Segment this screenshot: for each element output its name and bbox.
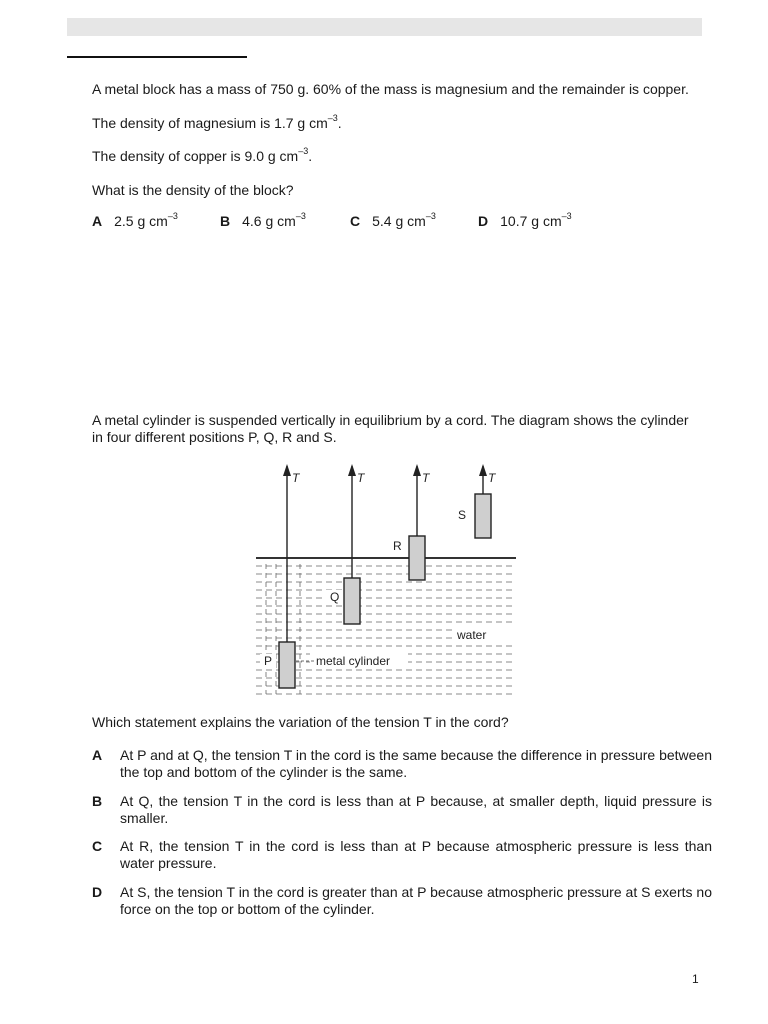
header-bar (67, 18, 702, 36)
cylinder-label: metal cylinder (316, 654, 391, 668)
q2-option-d: D At S, the tension T in the cord is greater than at P because atmospheric pressure at S exerts no force on the top or bottom of the cylinder. (92, 884, 712, 917)
q2-option-c: C At R, the tension T in the cord is less than at P because atmospheric pressure is less than water pressure. (92, 838, 712, 871)
cylinder-r (409, 536, 425, 580)
tension-label-q: T (357, 471, 365, 485)
arrow-s (479, 464, 487, 476)
q2-question: Which statement explains the variation of the tension T in the cord? (92, 714, 509, 730)
water-label: water (457, 628, 487, 642)
cylinder-p (279, 642, 295, 688)
q1-option-b: B 4.6 g $cm^{-3}$ (220, 211, 306, 229)
q1-density-magnesium: The density of magnesium is 1.7 g $cm^{-3}$. (92, 113, 342, 131)
label-r: R (393, 539, 402, 553)
q2-stem-line1: A metal cylinder is suspended vertically in equilibrium by a cord. The diagram shows the cylinder (92, 412, 689, 428)
q2-stem-line2: in four different positions P, Q, R and S. (92, 429, 337, 445)
tension-label-p: T (292, 471, 300, 485)
arrow-r (413, 464, 421, 476)
tension-label-r: T (422, 471, 430, 485)
cylinder-s (475, 494, 491, 538)
q1-option-a: A 2.5 g $cm^{-3}$ (92, 211, 178, 229)
page-number: 1 (692, 972, 699, 986)
cylinder-q (344, 578, 360, 624)
q2-option-b: B At Q, the tension T in the cord is less than at P because, at smaller depth, liquid pressure is smaller. (92, 793, 712, 826)
q1-option-d: D 10.7 g $cm^{-3}$ (478, 211, 572, 229)
label-q: Q (330, 590, 340, 604)
q1-stem: A metal block has a mass of 750 g. 60% of the mass is magnesium and the remainder is copper. (92, 81, 689, 97)
q1-question: What is the density of the block? (92, 182, 294, 198)
cylinder-diagram (254, 456, 518, 696)
label-p: P (264, 654, 273, 668)
arrow-q (348, 464, 356, 476)
q1-density-copper: The density of copper is 9.0 g $cm^{-3}$. (92, 146, 313, 164)
label-s: S (458, 508, 467, 522)
arrow-p (283, 464, 291, 476)
tension-label-s: T (488, 471, 496, 485)
header-rule (67, 56, 247, 58)
q1-options (92, 213, 612, 233)
q1-option-c: C 5.4 g $cm^{-3}$ (350, 211, 436, 229)
q2-option-a: A At P and at Q, the tension T in the cord is the same because the difference in pressure between the top and bottom of the cylinder is the same. (92, 747, 712, 780)
